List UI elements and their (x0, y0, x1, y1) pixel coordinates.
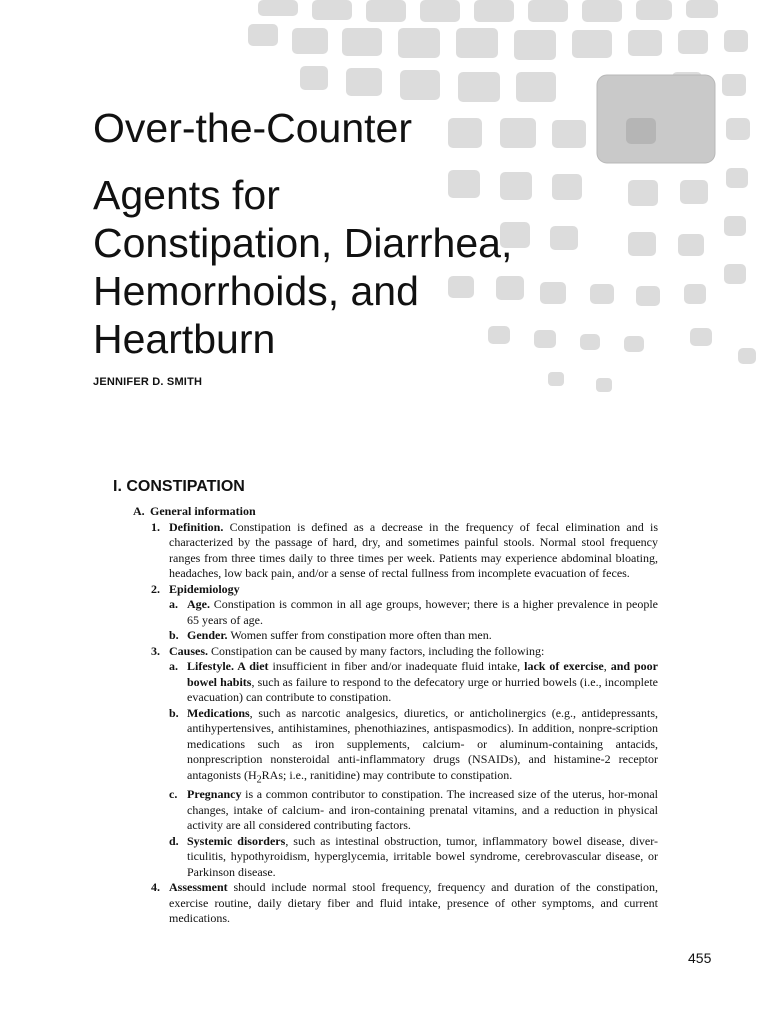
list-label: b. (169, 705, 179, 720)
list-label: b. (169, 628, 179, 642)
page-number: 455 (688, 950, 712, 966)
item-title: Lifestyle. A diet (187, 659, 269, 673)
list-label: 4. (151, 880, 160, 895)
item-title: Age. (187, 597, 210, 611)
list-item-assessment (0, 880, 768, 927)
item-text: should include normal stool frequency, frequency and duration of the constipation, exercise routine, daily dietary fiber and fluid intake, presence of other symptoms, and current medications. (169, 880, 658, 926)
chapter-title-line: Constipation, Diarrhea, (93, 220, 513, 266)
list-item-gender (0, 628, 768, 644)
item-text: Women suffer from constipation more often than men. (227, 628, 492, 642)
item-text: Constipation is common in all age groups, however; there is a higher prevalence in people 65 years of age. (187, 597, 658, 627)
chapter-title-line: Hemorrhoids, and (93, 268, 419, 314)
list-label: 1. (151, 519, 160, 534)
section-body (0, 504, 768, 927)
list-item-definition (0, 520, 768, 582)
list-label: d. (169, 833, 179, 848)
list-label: A. (133, 504, 145, 518)
item-text: insufficient in fiber and/or inadequate fluid intake, (268, 659, 525, 673)
list-label: c. (169, 787, 178, 802)
item-text: Constipation is defined as a decrease in the frequency of fecal elimination and is characterized by the passage of hard, dry, and sometimes painful stools. Normal stool frequency ranges from three times daily to three times per week. Patients may experience abdominal bloating, headaches, low back pain, and/or a sense of rectal fullness from incomplete evacuation of feces. (169, 519, 658, 580)
author-name: JENNIFER D. SMITH (93, 376, 203, 388)
emphasis-text: lack of exercise (524, 659, 604, 673)
list-item-causes (0, 644, 768, 660)
item-text: is a common contributor to constipation. The increased size of the uterus, hor-monal changes, intake of calcium- and iron-containing prenatal vitamins, and a reduction in physical activity are all considered contributing factors. (187, 787, 658, 833)
item-text: , such as intestinal obstruction, tumor, inflammatory bowel disease, diver-ticulitis, hypothyroidism, hyperglycemia, irritable bowel syndrome, cerebrovascular disease, or Parkinson disease. (187, 833, 658, 879)
item-text: , such as failure to respond to the defecatory urge or hurried bowels (i.e., incomplete evacuation) can contribute to constipation. (187, 674, 658, 704)
list-item-pregnancy (0, 787, 768, 834)
list-item-epidemiology (0, 582, 768, 598)
item-title: Gender. (187, 628, 228, 642)
item-text: , (603, 659, 611, 673)
list-label: 3. (151, 643, 160, 658)
chapter-title-line: Heartburn (93, 316, 276, 362)
list-item-medications (0, 706, 768, 788)
chapter-title-line: Agents for (93, 172, 280, 218)
list-label: a. (169, 659, 178, 673)
subsection-general-information (0, 504, 768, 520)
item-title: Medications (187, 705, 250, 720)
item-text: , such as narcotic analgesics, diuretics, or anticholinergics (e.g., antidepressants, antihypertensives, antihistamines, phenothiazines, antispasmodics). In addition, nonpre-scription medications such as iron supplements, calcium- or aluminum-containing antacids, nonprescription nonsteroidal anti-inflammatory drugs (NSAIDs), and histamine-2 receptor antagonists (H (187, 705, 658, 782)
item-title: Systemic disorders (187, 833, 286, 848)
item-title: Definition. (169, 519, 224, 534)
chapter-title (93, 104, 512, 363)
list-item-age (0, 597, 768, 628)
item-text: RAs; i.e., ranitidine) may contribute to constipation. (261, 767, 513, 782)
item-title: Epidemiology (169, 581, 240, 596)
emphasis-text: and poor bowel habits (187, 659, 658, 689)
subsection-title: General information (150, 504, 256, 518)
section-heading: I. CONSTIPATION (113, 478, 245, 495)
list-label: 2. (151, 581, 160, 596)
item-title: Pregnancy (187, 787, 242, 802)
chapter-title-line: Over-the-Counter (93, 105, 413, 151)
list-item-systemic-disorders (0, 834, 768, 881)
subscript: 2 (256, 773, 262, 785)
item-text: Constipation can be caused by many factors, including the following: (208, 643, 545, 658)
list-item-lifestyle (0, 659, 768, 706)
item-title: Assessment (169, 880, 228, 895)
item-title: Causes. (169, 643, 209, 658)
list-label: a. (169, 597, 178, 611)
